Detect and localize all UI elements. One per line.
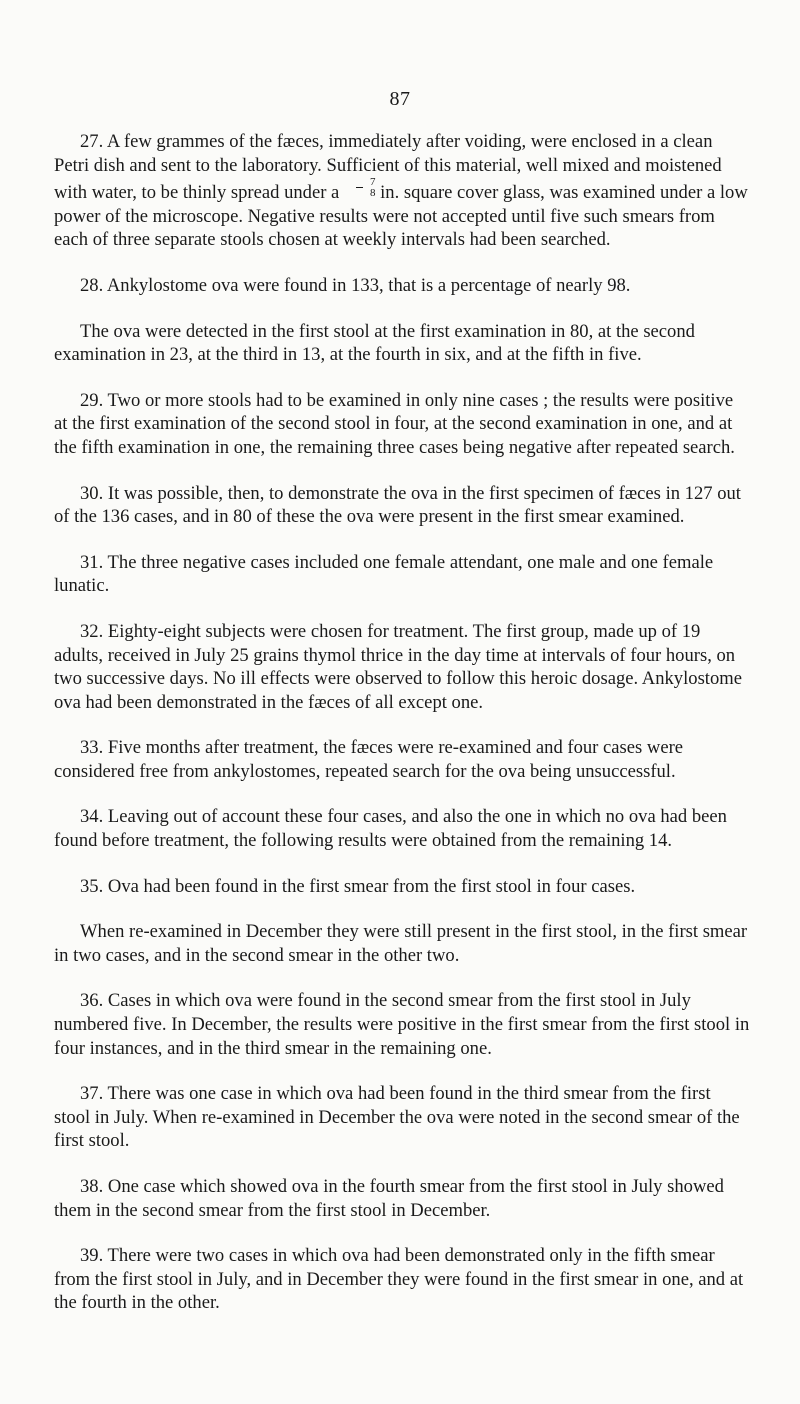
- paragraph-28-continued: The ova were detected in the first stool at the first examination in 80, at the second examination in 23, at the third in 13, at the fourth in six, and at the fifth in five.: [54, 320, 695, 366]
- paragraph-27-part-1: 27. A few grammes of the fæces, immediately after voiding, were enclosed in a clean Petri dish and sent to the laboratory. Sufficient of this material, well mixed and moistened with water, to be thinly spread under a: [54, 131, 722, 204]
- paragraph-27: [54, 130, 750, 252]
- paragraph-28: 28. Ankylostome ova were found in 133, that is a percentage of nearly 98.: [80, 274, 631, 296]
- body-text: [54, 130, 750, 1337]
- paragraph-30: 30. It was possible, then, to demonstrate the ova in the first specimen of fæces in 127 out of the 136 cases, and in 80 of these the ova were present in the first smear examined.: [54, 482, 741, 528]
- fraction-denominator: 8: [369, 187, 376, 200]
- page-number: 87: [389, 88, 411, 110]
- paragraph-35-continued: When re-examined in December they were still present in the first stool, in the first smear in two cases, and in the second smear in the other two.: [54, 921, 748, 966]
- paragraph-36: 36. Cases in which ova were found in the second smear from the first stool in July numbered five. In December, the results were positive in the first smear from the first stool in four instances, and in the third smear in the remaining one.: [54, 990, 750, 1059]
- fraction-seven-eighths: [344, 177, 376, 198]
- paragraph-39: 39. There were two cases in which ova had been demonstrated only in the fifth smear from the first stool in July, and in December they were found in the first smear in one, and at the fourth in the other.: [54, 1245, 744, 1314]
- fraction-numerator: 7: [369, 176, 376, 189]
- paragraph-37: 37. There was one case in which ova had been found in the third smear from the first stool in July. When re-examined in December the ova were noted in the second smear of the first stool.: [54, 1083, 740, 1152]
- paragraph-31: 31. The three negative cases included one female attendant, one male and one female lunatic.: [54, 551, 714, 597]
- paragraph-35: 35. Ova had been found in the first smear from the first stool in four cases.: [80, 875, 636, 897]
- paragraph-32: 32. Eighty-eight subjects were chosen for treatment. The first group, made up of 19 adults, received in July 25 grains thymol thrice in the day time at intervals of four hours, on two successive days. No ill effects were observed to follow this heroic dosage. Ankylostome ova had been demonstrated in the fæces of all except one.: [54, 620, 742, 713]
- paragraph-29: 29. Two or more stools had to be examined in only nine cases ; the results were positive at the first examination of the second stool in four, at the second examination in one, and at the fifth examination in one, the remaining three cases being negative after repeated search.: [54, 389, 735, 458]
- paragraph-34: 34. Leaving out of account these four cases, and also the one in which no ova had been found before treatment, the following results were obtained from the remaining 14.: [54, 806, 727, 852]
- paragraph-33: 33. Five months after treatment, the fæces were re-examined and four cases were considered free from ankylostomes, repeated search for the ova being unsuccessful.: [54, 737, 684, 782]
- paragraph-38: 38. One case which showed ova in the fourth smear from the first stool in July showed them in the second smear from the first stool in December.: [54, 1176, 724, 1221]
- paragraph-27-part-2: in. square cover glass, was examined under a low power of the microscope. Negative results were not accepted until five such smears from each of three separate stools chosen at weekly intervals had been searched.: [54, 182, 748, 251]
